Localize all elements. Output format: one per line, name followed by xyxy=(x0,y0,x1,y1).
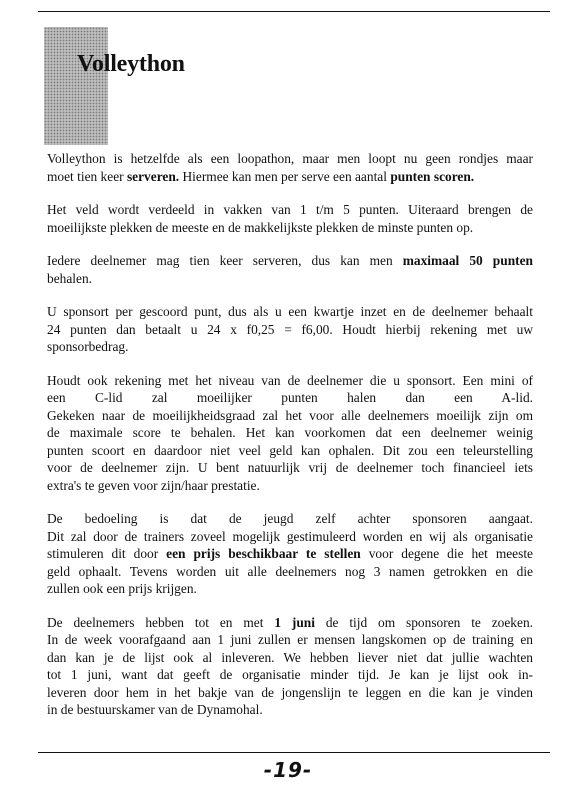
text-segment: een C-lid zal moeilijker punten halen dan een A-lid. xyxy=(47,390,533,405)
text-line xyxy=(47,219,533,237)
paragraph xyxy=(47,252,533,287)
text-line xyxy=(47,477,533,495)
text-line xyxy=(47,510,533,528)
bold-text: punten scoren. xyxy=(390,168,475,184)
text-segment: leveren door hem in het bakje van de jongenslijn te leggen en die kan je vinden xyxy=(47,684,533,700)
text-line xyxy=(47,372,533,390)
bold-text: een prijs beschikbaar te stellen xyxy=(166,546,361,561)
text-segment: zullen ook een prijs krijgen. xyxy=(47,581,197,596)
text-line xyxy=(47,270,533,288)
text-segment: in de bestuurskamer van de Dynamohal. xyxy=(47,702,263,717)
text-segment: Volleython is hetzelfde als een loopathon, maar men loopt nu geen rondjes maar xyxy=(47,151,533,166)
text-segment: De deelnemers hebben tot en met xyxy=(47,614,275,630)
text-segment: sponsorbedrag. xyxy=(47,339,129,354)
paragraph xyxy=(47,614,533,719)
text-segment: U sponsort per gescoord punt, dus als u een kwartje inzet en de deelnemer behaalt xyxy=(47,304,533,319)
bold-text: maximaal 50 punten xyxy=(402,253,533,268)
text-line xyxy=(47,150,533,168)
text-segment: de tijd om sponsoren te zoeken. xyxy=(314,614,533,630)
text-line xyxy=(47,407,533,425)
paragraph xyxy=(47,150,533,185)
bold-text: 1 juni xyxy=(274,614,315,630)
text-segment: Het veld wordt verdeeld in vakken van 1 t/m 5 punten. Uiteraard brengen de xyxy=(47,202,533,217)
text-segment: geld ophaalt. Tevens worden uit alle deelnemers nog 3 namen getrokken en die xyxy=(47,563,533,579)
page-title: Volleython xyxy=(77,51,185,77)
text-line xyxy=(47,701,533,719)
text-segment: De bedoeling is dat de jeugd zelf achter sponsoren aangaat. xyxy=(47,511,533,526)
text-segment: Iedere deelnemer mag tien keer serveren, dus kan men xyxy=(47,253,403,268)
text-segment: behalen. xyxy=(47,270,92,286)
text-line xyxy=(47,684,533,702)
text-line xyxy=(47,442,533,460)
text-line xyxy=(47,666,533,684)
text-segment: dan kan je de lijst ook al inleveren. We hebben liever niet dat jullie wachten xyxy=(47,649,533,665)
text-segment: Hiermee kan men per serve een aantal xyxy=(179,168,391,184)
paragraph xyxy=(47,303,533,356)
text-line xyxy=(47,631,533,649)
paragraph xyxy=(47,201,533,236)
text-segment: extra's te geven voor zijn/haar prestatie. xyxy=(47,477,260,493)
text-line xyxy=(47,528,533,546)
bold-text: serveren. xyxy=(126,168,180,184)
text-segment: tot 1 juni, want dat geeft de organisatie minder tijd. Je kan je lijst ook in- xyxy=(47,667,533,682)
text-segment: stimuleren dit door xyxy=(47,546,167,561)
text-segment: Gekeken naar de moeilijkheidsgraad zal het voor alle deelnemers moeilijk zijn om xyxy=(47,407,533,423)
text-segment: voor de deelnemer zijn. U bent natuurlijk vrij de deelnemer toch financieel iets xyxy=(47,460,533,475)
text-segment: moeilijkste plekken de meeste en de makkelijkste plekken de minste punten op. xyxy=(47,219,474,235)
text-line xyxy=(47,563,533,581)
text-segment: 24 punten dan betaalt u 24 x f0,25 = f6,00. Houdt hierbij rekening met uw xyxy=(47,321,533,337)
text-segment: voor degene die het meeste xyxy=(360,546,534,561)
bottom-rule xyxy=(38,752,550,753)
text-segment: de maximale score te behalen. Het kan voorkomen dat een deelnemer weinig xyxy=(47,425,533,440)
text-line xyxy=(47,614,533,632)
text-line xyxy=(47,303,533,321)
text-line xyxy=(47,424,533,442)
text-line xyxy=(47,252,533,270)
text-segment: punten scoort en daardoor niet veel geld kan ophalen. Dit zou een teleurstelling xyxy=(47,442,533,458)
text-line xyxy=(47,168,533,186)
top-rule xyxy=(38,11,550,12)
text-segment: In de week voorafgaand aan 1 juni zullen er mensen langskomen op de training en xyxy=(47,632,533,647)
paragraph xyxy=(47,510,533,598)
paragraph xyxy=(47,372,533,495)
text-line xyxy=(47,201,533,219)
text-line xyxy=(47,338,533,356)
text-line xyxy=(47,321,533,339)
text-line xyxy=(47,545,533,563)
text-segment: moet tien keer xyxy=(47,168,127,184)
text-line xyxy=(47,459,533,477)
text-segment: Dit zal door de trainers zoveel mogelijk gestimuleerd worden en wij als organisatie xyxy=(47,528,533,544)
title-shading-block xyxy=(44,27,108,145)
text-line xyxy=(47,580,533,598)
body-text xyxy=(47,150,533,735)
text-segment: Houdt ook rekening met het niveau van de deelnemer die u sponsort. Een mini of xyxy=(47,372,533,388)
text-line xyxy=(47,649,533,667)
text-line xyxy=(47,389,533,407)
page-number: -19- xyxy=(263,758,313,782)
